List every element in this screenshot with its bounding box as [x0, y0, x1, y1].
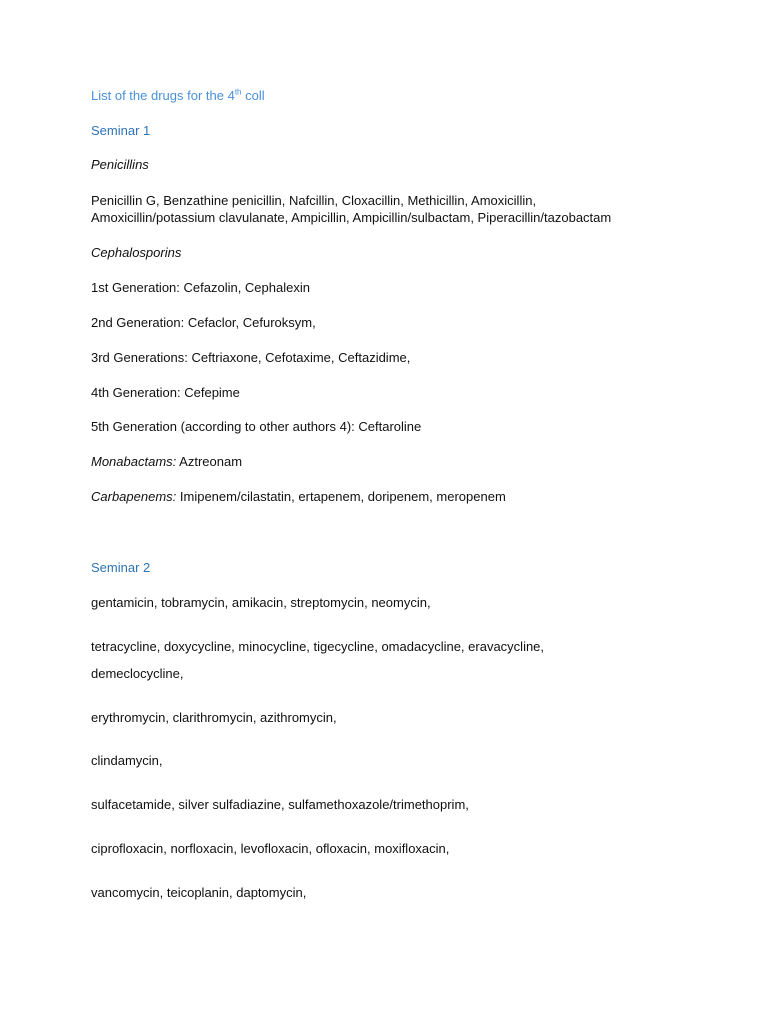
- seminar-1-heading: Seminar 1: [91, 123, 151, 138]
- title-superscript: th: [234, 87, 242, 97]
- penicillins-heading: Penicillins: [91, 157, 149, 172]
- cephalosporins-gen-4: 4th Generation: Cefepime: [91, 385, 240, 400]
- macrolides-line: erythromycin, clarithromycin, azithromycin,: [91, 710, 337, 725]
- cephalosporins-gen-5: 5th Generation (according to other authors 4): Ceftaroline: [91, 419, 422, 434]
- carbapenems-label: Carbapenems:: [91, 489, 177, 504]
- penicillins-list-line-1: Penicillin G, Benzathine penicillin, Nafcillin, Cloxacillin, Methicillin, Amoxicillin,: [91, 193, 537, 208]
- cephalosporins-gen-3: 3rd Generations: Ceftriaxone, Cefotaxime, Ceftazidime,: [91, 350, 411, 365]
- title-suffix: coll: [241, 88, 265, 103]
- monobactams-value: Aztreonam: [176, 454, 243, 469]
- lincosamides-line: clindamycin,: [91, 753, 163, 768]
- cephalosporins-gen-2: 2nd Generation: Cefaclor, Cefuroksym,: [91, 315, 316, 330]
- aminoglycosides-line: gentamicin, tobramycin, amikacin, streptomycin, neomycin,: [91, 595, 431, 610]
- cephalosporins-gen-1: 1st Generation: Cefazolin, Cephalexin: [91, 280, 310, 295]
- monobactams-label: Monabactams:: [91, 454, 177, 469]
- fluoroquinolones-line: ciprofloxacin, norfloxacin, levofloxacin, ofloxacin, moxifloxacin,: [91, 841, 450, 856]
- cephalosporins-heading: Cephalosporins: [91, 245, 182, 260]
- carbapenems-line: [91, 488, 506, 505]
- tetracyclines-line-2: demeclocycline,: [91, 666, 184, 681]
- title-text: List of the drugs for the 4: [91, 88, 235, 103]
- monobactams-line: [91, 453, 242, 470]
- seminar-2-heading: Seminar 2: [91, 560, 151, 575]
- document-title: [91, 87, 265, 104]
- carbapenems-value: Imipenem/cilastatin, ertapenem, doripenem, meropenem: [176, 489, 506, 504]
- sulfonamides-line: sulfacetamide, silver sulfadiazine, sulfamethoxazole/trimethoprim,: [91, 797, 469, 812]
- tetracyclines-line-1: tetracycline, doxycycline, minocycline, tigecycline, omadacycline, eravacycline,: [91, 639, 545, 654]
- glycopeptides-line: vancomycin, teicoplanin, daptomycin,: [91, 885, 307, 900]
- penicillins-list-line-2: Amoxicillin/potassium clavulanate, Ampicillin, Ampicillin/sulbactam, Piperacillin/tazobactam: [91, 210, 612, 225]
